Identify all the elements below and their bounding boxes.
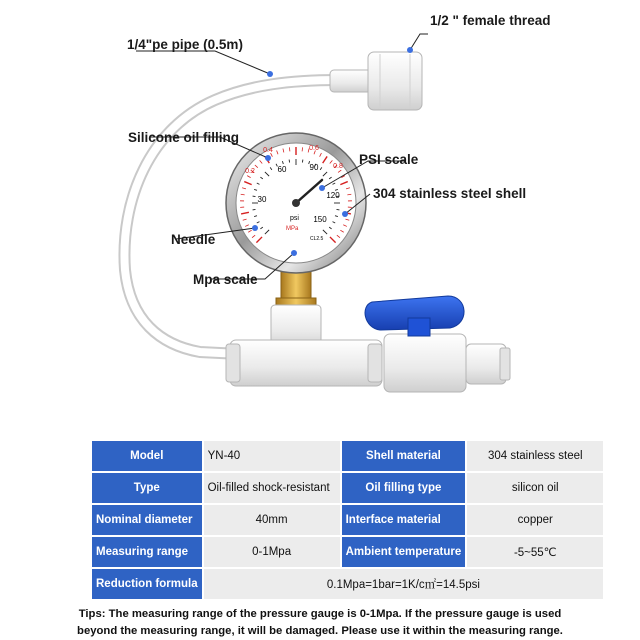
- interface-label: Interface material: [342, 505, 466, 535]
- tips-line-1: Tips: The measuring range of the pressure gauge is 0-1Mpa. If the pressure gauge is used: [78, 608, 562, 620]
- model-label: Model: [92, 441, 202, 471]
- mpa-tick: 0.4: [263, 147, 273, 154]
- diameter-label: Nominal diameter: [92, 505, 202, 535]
- range-value: 0-1Mpa: [204, 537, 340, 567]
- model-value: YN-40: [204, 441, 340, 471]
- mpa-tick: 0.8: [333, 163, 343, 170]
- oil-label: Oil filling type: [342, 473, 466, 503]
- temp-value: -5~55℃: [467, 537, 603, 567]
- type-label: Type: [92, 473, 202, 503]
- mpa-tick: 0.6: [309, 145, 319, 152]
- ball-valve: [365, 296, 510, 392]
- callout-needle: Needle: [171, 232, 216, 247]
- type-value: Oil-filled shock-resistant: [204, 473, 340, 503]
- psi-tick: 30: [257, 195, 267, 204]
- callout-mpa: Mpa scale: [193, 272, 258, 287]
- psi-unit: psi: [290, 215, 299, 222]
- reduction-label: Reduction formula: [92, 569, 202, 599]
- psi-tick: 150: [313, 215, 327, 224]
- spec-row: [92, 569, 603, 599]
- oil-value: silicon oil: [467, 473, 603, 503]
- mpa-unit: MPa: [286, 226, 299, 232]
- callout-pipe: 1/4"pe pipe (0.5m): [127, 37, 243, 52]
- temp-label: Ambient temperature: [342, 537, 466, 567]
- callout-psi: PSI scale: [359, 152, 419, 167]
- range-label: Measuring range: [92, 537, 202, 567]
- shell-label: Shell material: [342, 441, 466, 471]
- spec-table: [90, 439, 605, 601]
- callout-silicone: Silicone oil filling: [128, 130, 240, 145]
- psi-tick: 90: [309, 163, 319, 172]
- diameter-value: 40mm: [204, 505, 340, 535]
- spec-row: [92, 537, 603, 567]
- psi-tick: 60: [277, 165, 287, 174]
- spec-row: [92, 441, 603, 471]
- spec-row: [92, 505, 603, 535]
- female-thread-connector: [330, 52, 422, 110]
- interface-value: copper: [467, 505, 603, 535]
- shell-value: 304 stainless steel: [467, 441, 603, 471]
- callout-thread: 1/2 " female thread: [430, 13, 551, 28]
- tips-text: [0, 606, 640, 640]
- spec-row: [92, 473, 603, 503]
- psi-tick: 120: [326, 191, 340, 200]
- tips-line-2: beyond the measuring range, it will be damaged. Please use it within the measuring range.: [77, 625, 563, 637]
- tee-fitting: [226, 305, 382, 386]
- callout-shell: 304 stainless steel shell: [373, 186, 527, 201]
- mpa-tick: 0.2: [245, 168, 255, 175]
- reduction-value: 0.1Mpa=1bar=1K/c㎡=14.5psi: [204, 569, 604, 599]
- class-mark: CL2.5: [310, 236, 324, 242]
